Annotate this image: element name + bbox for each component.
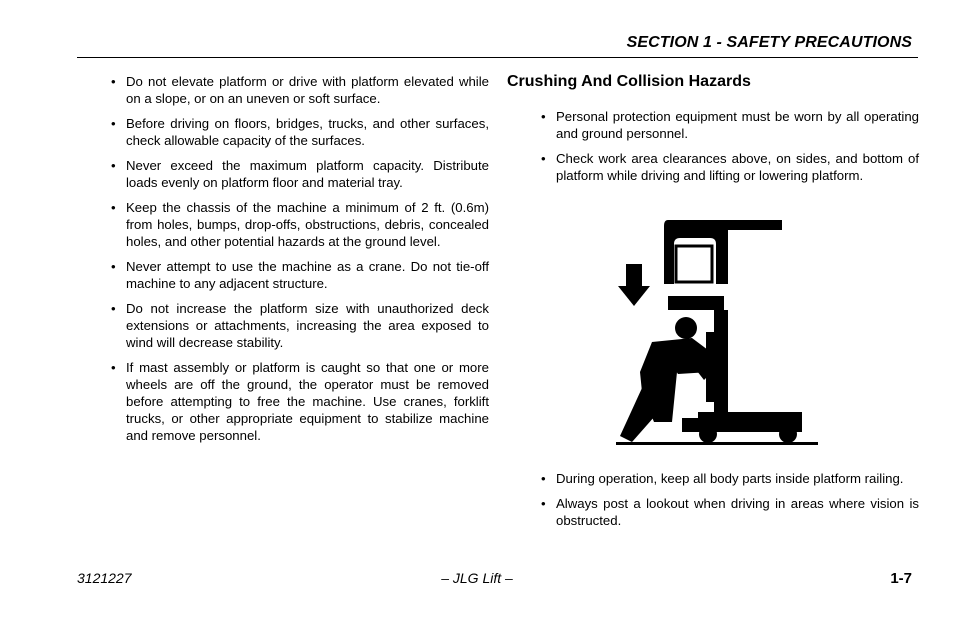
list-item: • Do not increase the platform size with unauthorized deck extensions or attachments, increasing the area exposed to wind will decrease stability. [108, 300, 489, 351]
list-item: • Never exceed the maximum platform capacity. Distribute loads evenly on platform floor and material tray. [108, 157, 489, 191]
right-bottom-list-container [538, 470, 919, 537]
list-item: • Never attempt to use the machine as a crane. Do not tie-off machine to any adjacent structure. [108, 258, 489, 292]
list-item: • Check work area clearances above, on sides, and bottom of platform while driving and lifting or lowering platform. [538, 150, 919, 184]
section-heading: Crushing And Collision Hazards [507, 73, 751, 90]
right-top-list-container [538, 108, 919, 192]
right-top-bullet-list [538, 108, 919, 184]
list-item: • If mast assembly or platform is caught so that one or more wheels are off the ground, the operator must be removed before attempting to free the machine. Use cranes, forklift trucks, or other appropriate equipment to stabilize machine and remove personnel. [108, 359, 489, 444]
platform-deck [668, 296, 724, 310]
down-arrow-icon [618, 264, 650, 306]
list-item: • Keep the chassis of the machine a minimum of 2 ft. (0.6m) from holes, bumps, drop-offs, obstructions, debris, concealed holes, and other potential hazards at the ground level. [108, 199, 489, 250]
doc-number: 3121227 [77, 570, 132, 586]
footer-center-text: – JLG Lift – [441, 570, 513, 586]
section-title: SECTION 1 - SAFETY PRECAUTIONS [626, 34, 912, 51]
list-item: • Before driving on floors, bridges, trucks, and other surfaces, check allowable capacity of the surfaces. [108, 115, 489, 149]
left-bullet-list [108, 73, 489, 444]
list-item: • Personal protection equipment must be worn by all operating and ground personnel. [538, 108, 919, 142]
list-item: • Do not elevate platform or drive with platform elevated while on a slope, or on an uneven or soft surface. [108, 73, 489, 107]
ground-line [616, 442, 818, 445]
list-item: • During operation, keep all body parts inside platform railing. [538, 470, 919, 487]
left-column [108, 73, 489, 452]
crushing-hazard-illustration [612, 212, 822, 452]
right-bottom-bullet-list [538, 470, 919, 529]
mast [714, 310, 728, 418]
page-number: 1-7 [890, 570, 912, 587]
list-item: • Always post a lookout when driving in areas where vision is obstructed. [538, 495, 919, 529]
header-rule [77, 57, 918, 58]
